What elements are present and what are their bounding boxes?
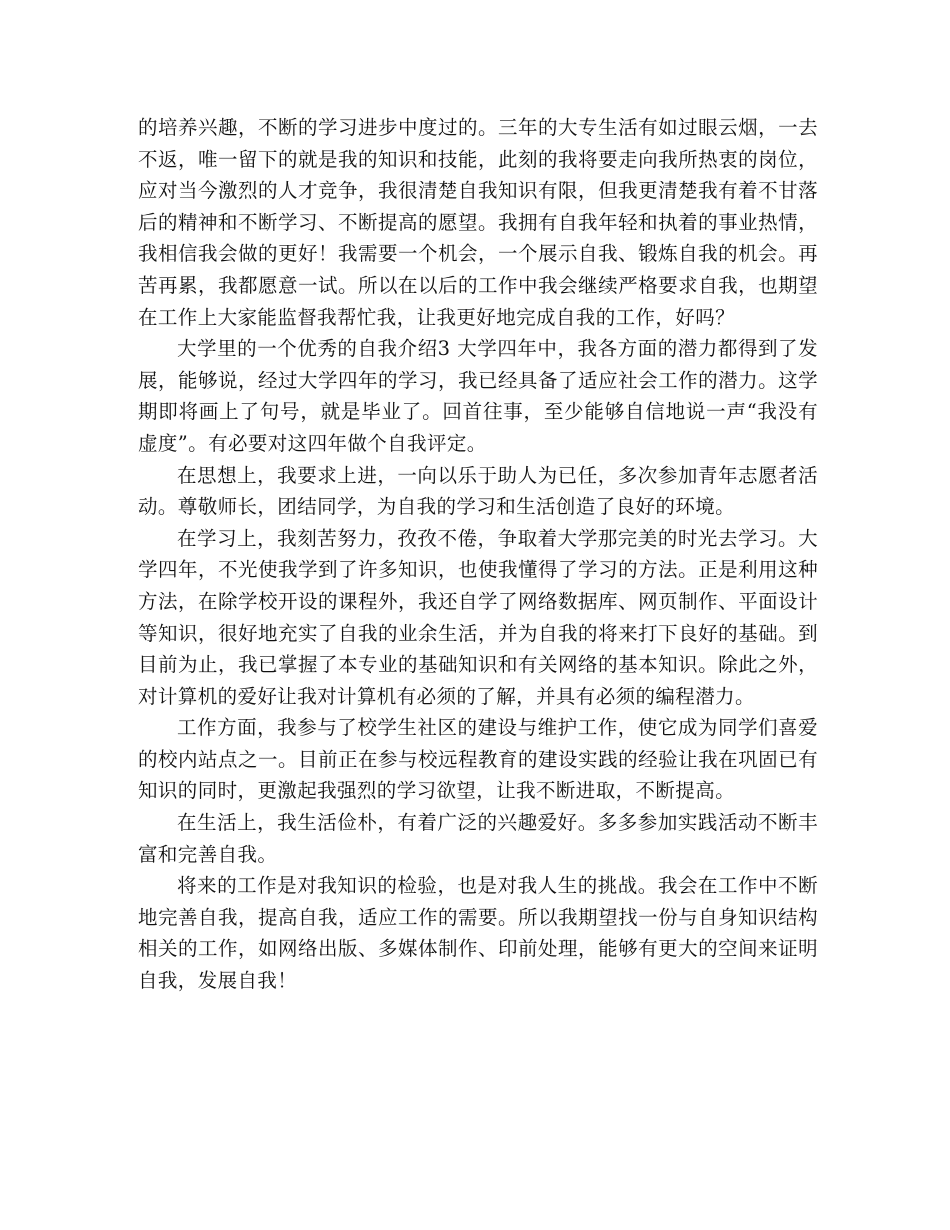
paragraph-thought: 在思想上，我要求上进，一向以乐于助人为已任，多次参加青年志愿者活动。尊敬师长，团结同学，为自我的学习和生活创造了良好的环境。: [138, 463, 818, 519]
paragraph-future: 将来的工作是对我知识的检验，也是对我人生的挑战。我会在工作中不断地完善自我，提高自我，适应工作的需要。所以我期望找一份与自身知识结构相关的工作，如网络出版、多媒体制作、印前处理，能够有更大的空间来证明自我，发展自我！: [138, 874, 818, 993]
paragraph-work: 工作方面，我参与了校学生社区的建设与维护工作，使它成为同学们喜爱的校内站点之一。目前正在参与校远程教育的建设实践的经验让我在巩固已有知识的同时，更激起我强烈的学习欲望，让我不断进取，不断提高。: [138, 716, 818, 803]
paragraph-continuation: 的培养兴趣，不断的学习进步中度过的。三年的大专生活有如过眼云烟，一去不返，唯一留下的就是我的知识和技能，此刻的我将要走向我所热衷的岗位，应对当今激烈的人才竞争，我很清楚自我知识有限，但我更清楚我有着不甘落后的精神和不断学习、不断提高的愿望。我拥有自我年轻和执着的事业热情，我相信我会做的更好！我需要一个机会，一个展示自我、锻炼自我的机会。再苦再累，我都愿意一试。所以在以后的工作中我会继续严格要求自我，也期望在工作上大家能监督我帮忙我，让我更好地完成自我的工作，好吗？: [138, 116, 818, 329]
paragraph-study: 在学习上，我刻苦努力，孜孜不倦，争取着大学那完美的时光去学习。大学四年，不光使我学到了许多知识，也使我懂得了学习的方法。正是利用这种方法，在除学校开设的课程外，我还自学了网络数据库、网页制作、平面设计等知识，很好地充实了自我的业余生活，并为自我的将来打下良好的基础。到目前为止，我已掌握了本专业的基础知识和有关网络的基本知识。除此之外，对计算机的爱好让我对计算机有必须的了解，并具有必须的编程潜力。: [138, 526, 818, 708]
paragraph-life: 在生活上，我生活俭朴，有着广泛的兴趣爱好。多多参加实践活动不断丰富和完善自我。: [138, 811, 818, 866]
document-body: [138, 112, 818, 997]
paragraph-introduction: 大学里的一个优秀的自我介绍3 大学四年中，我各方面的潜力都得到了发展，能够说，经过大学四年的学习，我已经具备了适应社会工作的潜力。这学期即将画上了句号，就是毕业了。回首往事，至少能够自信地说一声“我没有虚度”。有必要对这四年做个自我评定。: [138, 337, 818, 455]
